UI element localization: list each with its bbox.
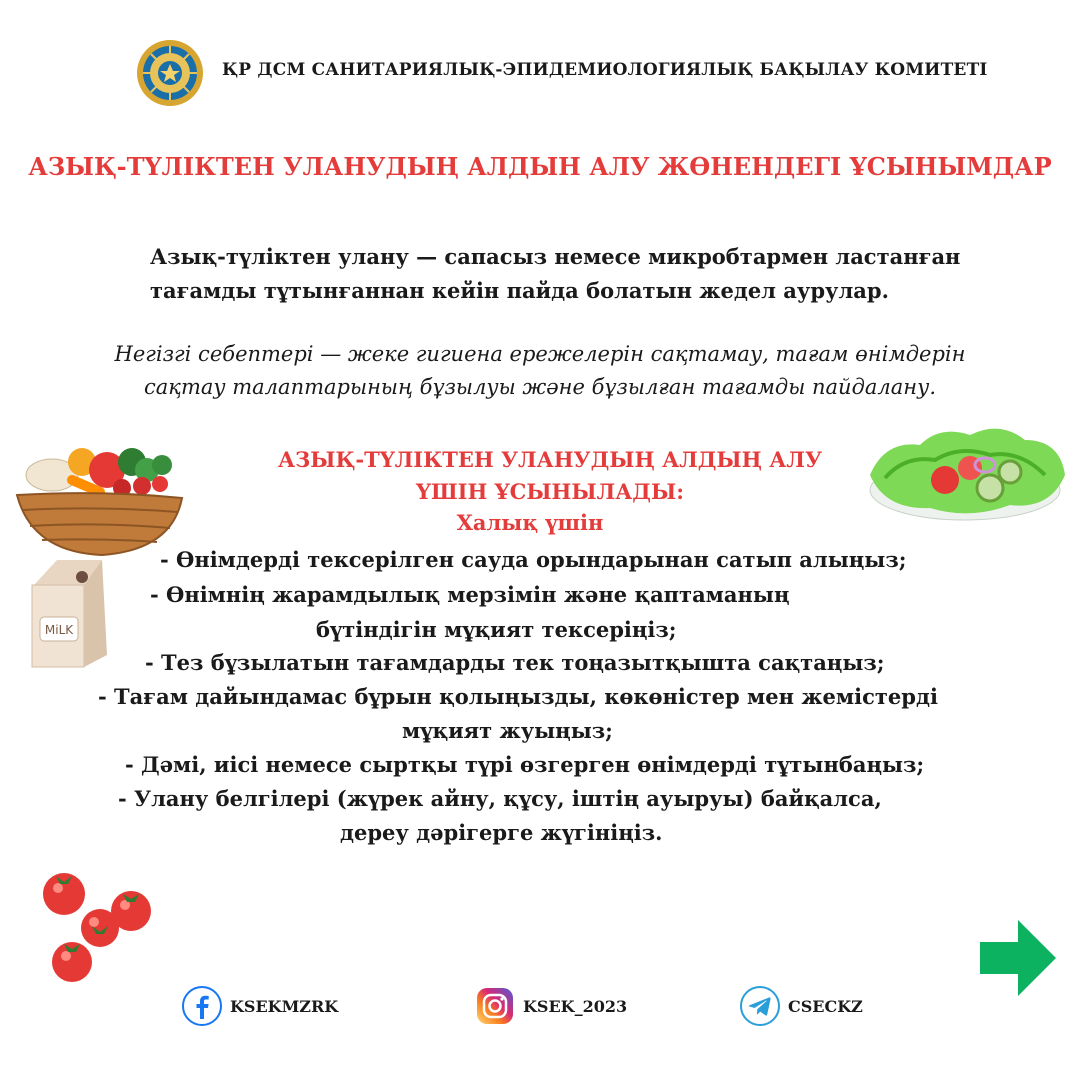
causes-line: Негізгі себептері — жеке гигиена ережелерін сақтамау, тағам өнімдерін bbox=[114, 342, 966, 366]
recommendation-item: дереу дәрігерге жүгініңіз. bbox=[340, 820, 663, 845]
instagram-icon bbox=[475, 986, 515, 1026]
organization-name: ҚР ДСМ САНИТАРИЯЛЫҚ-ЭПИДЕМИОЛОГИЯЛЫҚ БАҚЫЛАУ КОМИТЕТІ bbox=[222, 60, 988, 80]
facebook-handle: KSEKMZRK bbox=[230, 996, 339, 1016]
telegram-handle: CSECKZ bbox=[788, 996, 863, 1016]
recommendations-heading bbox=[160, 444, 940, 508]
causes-line: сақтау талаптарының бұзылуы және бұзылған тағамды пайдалану. bbox=[143, 375, 936, 399]
recommendations-heading-line: АЗЫҚ-ТҮЛІКТЕН УЛАНУДЫҢ АЛДЫҢ АЛУ bbox=[278, 447, 822, 472]
facebook-icon bbox=[182, 986, 222, 1026]
milk-carton-illustration bbox=[22, 555, 117, 670]
definition-text bbox=[150, 240, 1050, 308]
recommendations-heading-line: ҮШІН ҰСЫНЫЛАДЫ: bbox=[416, 479, 684, 504]
arrow-right-icon[interactable] bbox=[978, 918, 1058, 998]
telegram-icon bbox=[740, 986, 780, 1026]
facebook-link[interactable] bbox=[182, 986, 338, 1026]
recommendation-item: - Өнімнің жарамдылық мерзімін және қаптаманың bbox=[150, 582, 790, 607]
telegram-link[interactable] bbox=[740, 986, 863, 1026]
instagram-handle: KSEK_2023 bbox=[523, 996, 628, 1016]
page-title: АЗЫҚ-ТҮЛІКТЕН УЛАНУДЫҢ АЛДЫН АЛУ ЖӨНЕНДЕГІ ҰСЫНЫМДАР bbox=[28, 152, 1052, 181]
definition-line: тағамды тұтынғаннан кейін пайда болатын жедел аурулар. bbox=[150, 278, 889, 303]
tomatoes-illustration bbox=[38, 866, 158, 986]
recommendation-item: - Тағам дайындамас бұрын қолыңызды, көкөністер мен жемістерді bbox=[98, 684, 938, 709]
audience-label: Халық үшін bbox=[456, 510, 604, 535]
instagram-link[interactable] bbox=[475, 986, 627, 1026]
recommendation-item: - Улану белгілері (жүрек айну, құсу, іштің ауыруы) байқалса, bbox=[118, 786, 882, 811]
recommendation-item: бүтіндігін мұқият тексеріңіз; bbox=[316, 617, 677, 642]
recommendation-item: - Дәмі, иісі немесе сыртқы түрі өзгерген өнімдерді тұтынбаңыз; bbox=[125, 752, 925, 777]
causes-text bbox=[60, 338, 1020, 404]
recommendation-item: мұқият жуыңыз; bbox=[402, 718, 613, 743]
header bbox=[0, 38, 1080, 108]
definition-line: Азық-түліктен улану — сапасыз немесе микробтармен ластанған bbox=[150, 244, 961, 269]
milk-label: MiLK bbox=[44, 623, 74, 637]
recommendation-item: - Өнімдерді тексерілген сауда орындарынан сатып алыңыз; bbox=[160, 547, 907, 572]
state-emblem-icon bbox=[135, 38, 205, 108]
recommendation-item: - Тез бұзылатын тағамдарды тек тоңазытқышта сақтаңыз; bbox=[145, 650, 885, 675]
